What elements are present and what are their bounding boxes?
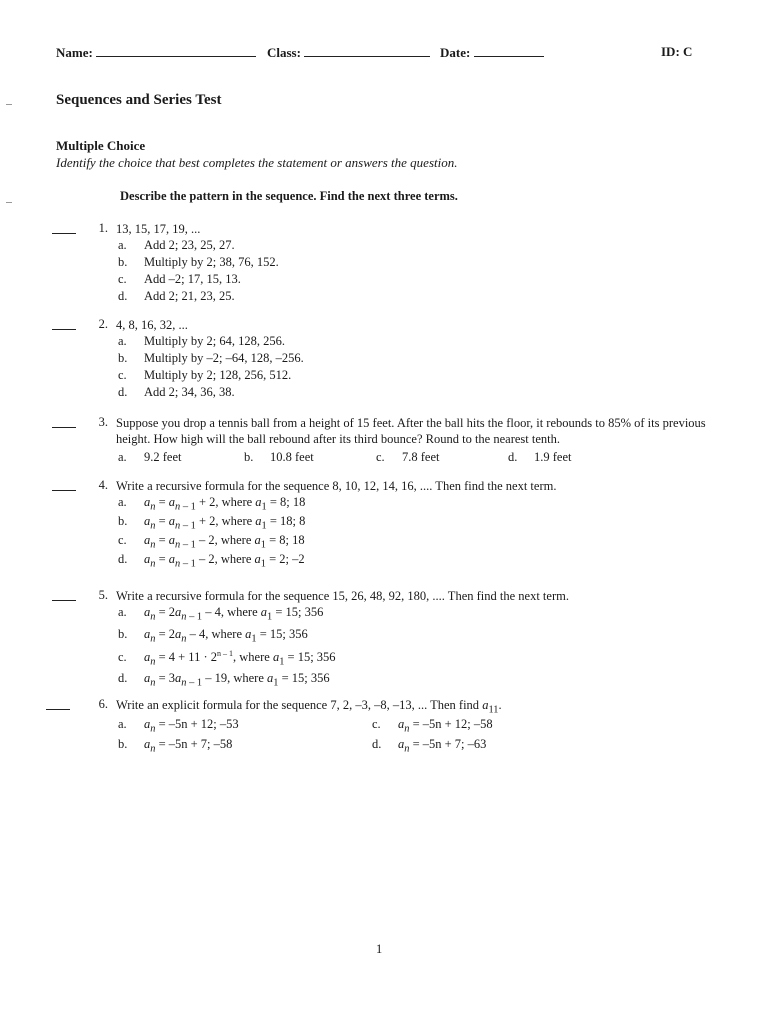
question-number: 3. [98,415,108,429]
option-d: d. $a_n = -5n + 7$; –63 [372,737,487,755]
option-b: b. Multiply by –2; –64, 128, –256. [118,351,304,365]
option-b: b. 10.8 feet [244,450,314,464]
name-field [56,44,256,61]
option-c: c. $a_n = a_{n - 1} - 2$, where $a_1 = 8$; 18 [118,533,305,551]
margin-mark [6,202,12,203]
date-blank[interactable] [474,44,544,57]
question-text: Write an explicit formula for the sequence 7, 2, –3, –8, –13, ... Then find $a_{11}$. [116,698,502,716]
question-number: 5. [98,588,108,602]
option-d: d. Add 2; 21, 23, 25. [118,289,235,303]
sub-instruction: Describe the pattern in the sequence. Find the next three terms. [120,189,458,203]
class-field [267,44,430,61]
date-field [440,44,544,61]
option-c: c. Multiply by 2; 128, 256, 512. [118,368,292,382]
answer-blank[interactable] [52,600,76,601]
section-instruction: Identify the choice that best completes the statement or answers the question. [56,155,458,170]
margin-mark [6,104,12,105]
question-text: 13, 15, 17, 19, ... [116,222,201,236]
question-text: Write a recursive formula for the sequence 8, 10, 12, 14, 16, .... Then find the next term. [116,479,557,493]
option-a: a. 9.2 feet [118,450,182,464]
question-number: 1. [98,221,108,235]
option-b: b. $a_n = 2a_n - 4$, where $a_1 = 15$; 356 [118,627,308,645]
section-title: Multiple Choice [56,138,146,153]
option-d: d. $a_n = a_{n - 1} - 2$, where $a_1 = 2$; –2 [118,552,305,570]
question-number: 4. [98,478,108,492]
answer-blank[interactable] [52,427,76,428]
question-number: 2. [98,317,108,331]
option-c: c. $a_n = -5n + 12$; –58 [372,717,493,735]
question-text: Suppose you drop a tennis ball from a height of 15 feet. After the ball hits the floor, it rebounds to 85% of its previous height. How high will the ball rebound after its third bounce? Round to the nearest tenth. [116,416,706,446]
option-c: c. 7.8 feet [376,450,440,464]
option-c: c. Add –2; 17, 15, 13. [118,272,241,286]
answer-blank[interactable] [52,490,76,491]
page-title: Sequences and Series Test [56,92,222,108]
option-b: b. Multiply by 2; 38, 76, 152. [118,255,279,269]
option-b: b. $a_n = -5n + 7$; –58 [118,737,233,755]
date-label: Date: [440,45,471,60]
option-c: c. $a_n = 4 + 11 \cdot 2^{n - 1}$, where $a_1 = 15$; 356 [118,649,336,668]
answer-blank[interactable] [52,233,76,234]
option-a: a. $a_n = -5n + 12$; –53 [118,717,239,735]
question-number: 6. [98,697,108,711]
option-a: a. $a_n = a_{n - 1} + 2$, where $a_1 = 8$; 18 [118,495,306,513]
name-label: Name: [56,45,93,60]
class-blank[interactable] [304,44,430,57]
option-a: a. Add 2; 23, 25, 27. [118,238,235,252]
option-d: d. $a_n = 3a_{n - 1} - 19$, where $a_1 = 15$; 356 [118,671,330,689]
name-blank[interactable] [96,44,256,57]
option-a: a. Multiply by 2; 64, 128, 256. [118,334,285,348]
option-d: d. Add 2; 34, 36, 38. [118,385,235,399]
class-label: Class: [267,45,301,60]
question-text: 4, 8, 16, 32, ... [116,318,188,332]
answer-blank[interactable] [52,329,76,330]
question-text: Write a recursive formula for the sequence 15, 26, 48, 92, 180, .... Then find the next term. [116,589,569,603]
option-d: d. 1.9 feet [508,450,572,464]
page-number: 1 [376,942,383,956]
option-b: b. $a_n = a_{n - 1} + 2$, where $a_1 = 18$; 8 [118,514,306,532]
option-a: a. $a_n = 2a_{n - 1} - 4$, where $a_1 = 15$; 356 [118,605,324,623]
id-label: ID: C [661,44,693,59]
answer-blank[interactable] [46,709,70,710]
